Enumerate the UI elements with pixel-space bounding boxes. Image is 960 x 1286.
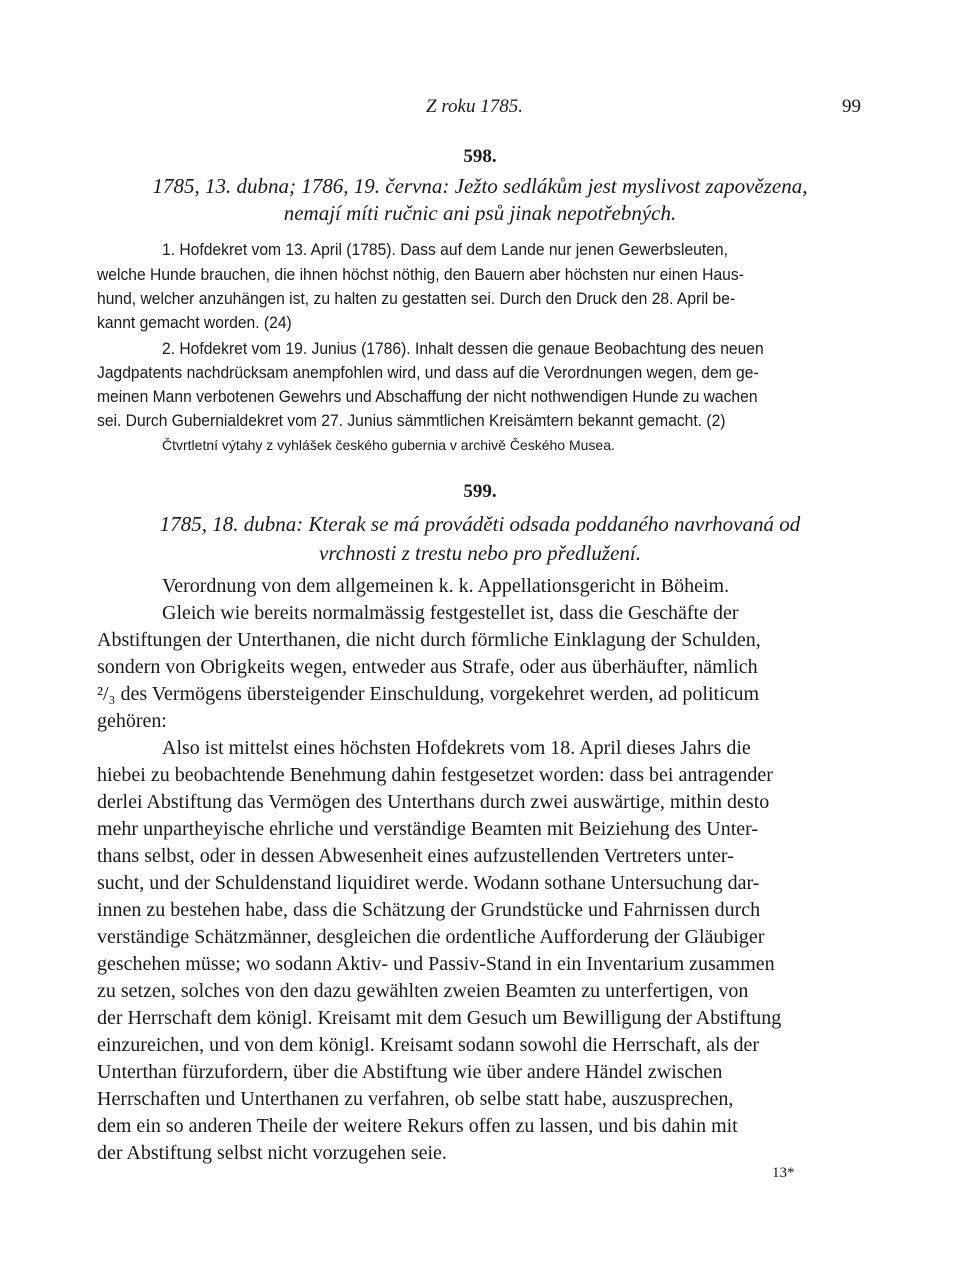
decree-1-line: kannt gemacht worden. (24)	[97, 313, 292, 332]
decree-1-line: welche Hunde brauchen, die ihnen höchst nöthig, den Bauern aber höchsten nur einen Haus-	[97, 265, 744, 284]
document-599-body-line: der Herrschaft dem königl. Kreisamt mit dem Gesuch um Bewilligung der Abstiftung	[97, 1007, 782, 1029]
document-599-body-line: zu setzen, solches von den dazu gewählten zweien Beamten zu unterfertigen, von	[97, 980, 749, 1002]
document-599-body-line: Also ist mittelst eines höchsten Hofdekrets vom 18. April dieses Jahrs die	[162, 737, 751, 759]
document-599-body-line: innen zu bestehen habe, dass die Schätzung der Grundstücke und Fahrnissen durch	[97, 899, 761, 921]
document-599-body-line: verständige Schätzmänner, desgleichen die ordentliche Aufforderung der Gläubiger	[97, 926, 765, 948]
document-599-body-line: thans selbst, oder in dessen Abwesenheit eines aufzustellenden Vertreters unter-	[97, 845, 734, 867]
document-599-body-line: einzureichen, und von dem königl. Kreisamt sodann sowohl die Herrschaft, als der	[97, 1034, 760, 1056]
document-598-title-line: 1785, 13. dubna; 1786, 19. června: Ježto sedlákům jest myslivost zapovězena,	[152, 174, 808, 198]
document-599-body-line: Abstiftungen der Unterthanen, die nicht durch förmliche Einklagung der Schulden,	[97, 629, 761, 651]
document-599-body-line: dem ein so anderen Theile der weitere Rekurs offen zu lassen, und bis dahin mit	[97, 1115, 738, 1137]
document-599-body-line: Herrschaften und Unterthanen zu verfahren, ob selbe statt habe, auszusprechen,	[97, 1088, 734, 1110]
decree-2-line: Jagdpatents nachdrücksam anempfohlen wird, und dass auf die Verordnungen wegen, dem ge-	[97, 363, 759, 382]
document-599-body-line: Unterthan fürzufordern, über die Abstiftung wie über andere Händel zwischen	[97, 1061, 723, 1083]
document-599-body-line: hiebei zu beobachtende Benehmung dahin festgesetzet worden: dass bei antragender	[97, 764, 773, 786]
document-599-body-line: mehr unpartheyische ehrliche und verständige Beamten mit Beiziehung des Unter-	[97, 818, 759, 840]
document-599-number: 599.	[463, 481, 497, 502]
document-599-body-line: geschehen müsse; wo sodann Aktiv- und Passiv-Stand in ein Inventarium zusammen	[97, 953, 775, 975]
document-599-body-line: sondern von Obrigkeits wegen, entweder aus Strafe, oder aus überhäufter, nämlich	[97, 656, 758, 678]
document-599-body-line: gehören:	[97, 710, 167, 732]
decree-1-line: 1. Hofdekret vom 13. April (1785). Dass auf dem Lande nur jenen Gewerbsleuten,	[162, 240, 728, 259]
document-598-title-line: nemají míti ručnic ani psů jinak nepotřebných.	[283, 201, 677, 225]
document-599-body-line: der Abstiftung selbst nicht vorzugehen seie.	[97, 1142, 447, 1164]
decree-1-line: hund, welcher anzuhängen ist, zu halten zu gestatten sei. Durch den Druck den 28. April be-	[97, 289, 736, 308]
document-599-title-line: 1785, 18. dubna: Kterak se má prováděti odsada poddaného navrhovaná od	[159, 512, 801, 536]
document-599-title-line: vrchnosti z trestu nebo pro předlužení.	[319, 541, 641, 565]
running-title: Z roku 1785.	[426, 96, 523, 117]
signature-mark: 13*	[772, 1165, 795, 1181]
document-599-body-line: derlei Abstiftung das Vermögen des Unterthans durch zwei auswärtige, mithin desto	[97, 791, 770, 813]
page-number: 99	[842, 96, 861, 117]
source-note: Čtvrtletní výtahy z vyhlášek českého gubernia v archivě Českého Musea.	[162, 437, 615, 453]
document-599-body-line: ²/₃ des Vermögens übersteigender Einschuldung, vorgekehret werden, ad politicum	[97, 683, 760, 705]
document-599-body-line: Gleich wie bereits normalmässig festgestellet ist, dass die Geschäfte der	[162, 602, 739, 624]
document-599-body-line: Verordnung von dem allgemeinen k. k. Appellationsgericht in Böheim.	[162, 575, 730, 597]
document-598-number: 598.	[463, 146, 497, 167]
decree-2-line: sei. Durch Gubernialdekret vom 27. Junius sämmtlichen Kreisämtern bekannt gemacht. (2)	[97, 411, 726, 430]
decree-2-line: meinen Mann verbotenen Gewehrs und Abschaffung der nicht nothwendigen Hunde zu wachen	[97, 387, 758, 406]
document-599-body-line: sucht, und der Schuldenstand liquidiret werde. Wodann sothane Untersuchung dar-	[97, 872, 760, 894]
decree-2-line: 2. Hofdekret vom 19. Junius (1786). Inhalt dessen die genaue Beobachtung des neuen	[162, 339, 764, 358]
